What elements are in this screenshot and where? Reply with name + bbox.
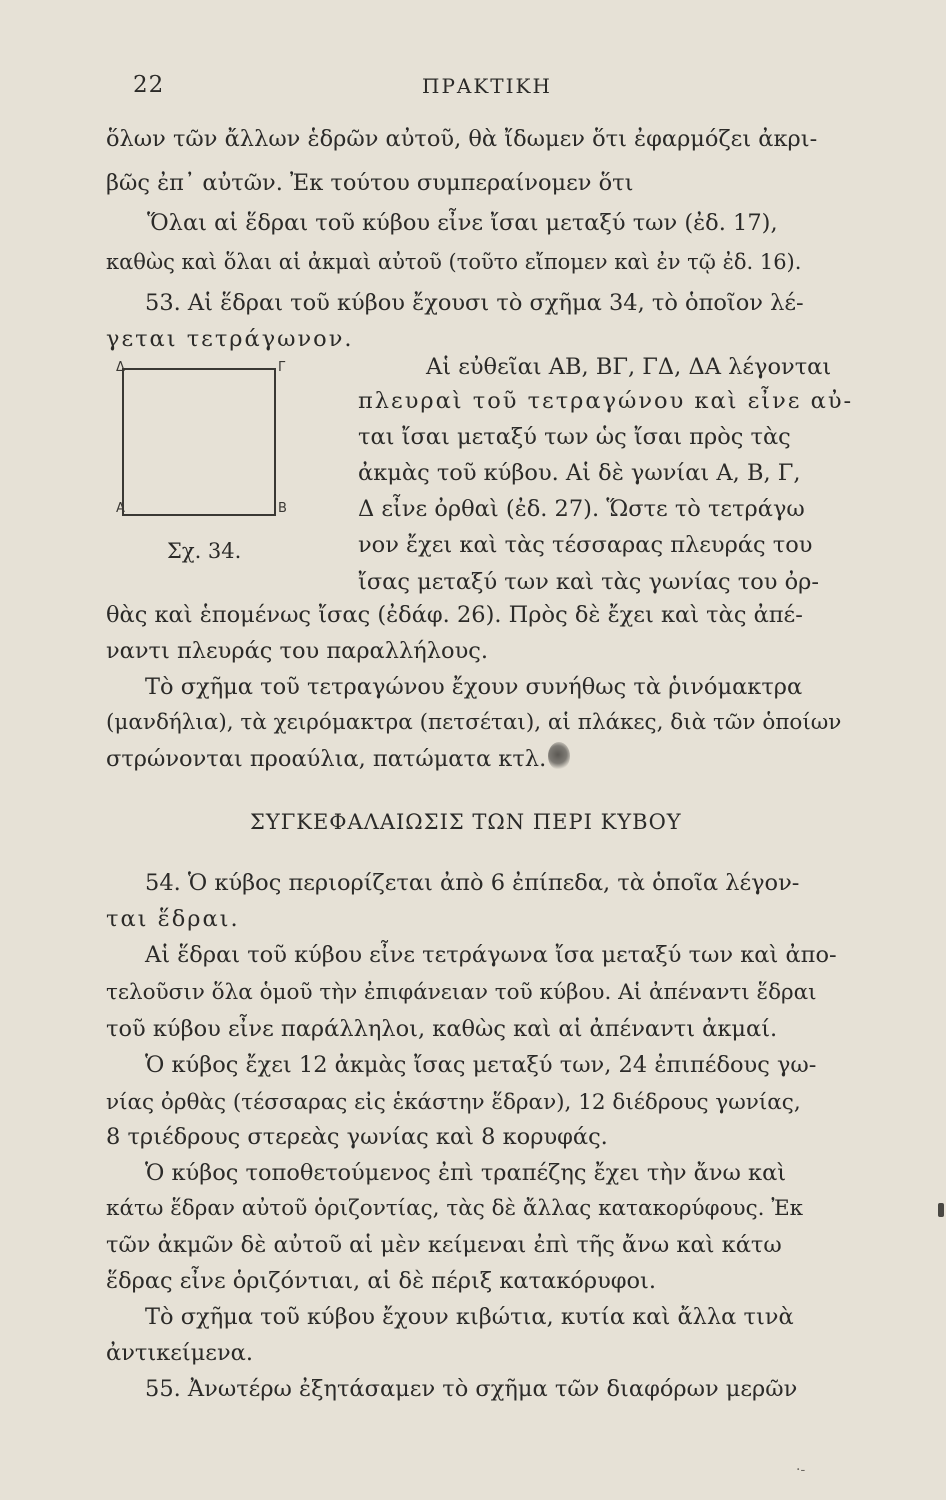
text-line: Τὸ σχῆμα τοῦ κύβου ἔχουν κιβώτια, κυτία καὶ ἄλλα τινὰ <box>145 1304 794 1330</box>
text-line: ται ἴσαι μεταξύ των ὡς ἴσαι πρὸς τὰς <box>358 424 791 450</box>
text-line: Αἱ ἕδραι τοῦ κύβου εἶνε τετράγωνα ἴσα μεταξύ των καὶ ἀπο- <box>145 942 837 968</box>
text-line: νίας ὀρθὰς (τέσσαρας εἰς ἑκάστην ἕδραν), 12 διέδρους γωνίας, <box>106 1090 801 1115</box>
text-line: ἀντικείμενα. <box>106 1340 253 1366</box>
text-line: Τὸ σχῆμα τοῦ τετραγώνου ἔχουν συνήθως τὰ ῥινόμακτρα <box>145 674 803 700</box>
edge-ink-mark <box>938 1203 944 1217</box>
figure-caption: Σχ. 34. <box>167 539 242 563</box>
text-line: ἴσας μεταξύ των καὶ τὰς γωνίας του ὀρ- <box>358 569 819 595</box>
text-line: ἕδρας εἶνε ὁριζόντιαι, αἱ δὲ πέριξ κατακόρυφοι. <box>106 1268 657 1294</box>
text-line: Δ εἶνε ὀρθαὶ (ἐδ. 27). Ὥστε τὸ τετράγω <box>358 496 805 522</box>
text-line: Αἱ εὐθεῖαι ΑΒ, ΒΓ, ΓΔ, ΔΑ λέγονται <box>426 354 832 380</box>
page-number: 22 <box>133 72 165 98</box>
section-heading: ΣΥΓΚΕΦΑΛΑΙΩΣΙΣ ΤΩΝ ΠΕΡΙ ΚΥΒΟΥ <box>250 810 682 834</box>
vertex-label-g: Γ <box>278 360 286 375</box>
text-line-term: γεται τετράγωνον. <box>106 326 354 352</box>
text-line: ὅλων τῶν ἄλλων ἑδρῶν αὐτοῦ, θὰ ἴδωμεν ὅτι ἐφαρμόζει ἀκρι- <box>106 126 818 152</box>
text-line: νον ἔχει καὶ τὰς τέσσαρας πλευράς του <box>358 532 813 558</box>
text-line: τελοῦσιν ὅλα ὁμοῦ τὴν ἐπιφάνειαν τοῦ κύβου. Αἱ ἀπέναντι ἕδραι <box>106 980 817 1005</box>
text-line-term: πλευραὶ τοῦ τετραγώνου καὶ εἶνε αὐ- <box>358 388 854 414</box>
text-line: (μανδήλια), τὰ χειρόμακτρα (πετσέται), αἱ πλάκες, διὰ τῶν ὁποίων <box>106 710 842 735</box>
text-line: τοῦ κύβου εἶνε παράλληλοι, καθὼς καὶ αἱ ἀπέναντι ἀκμαί. <box>106 1016 778 1042</box>
text-line: 55. Ἀνωτέρω ἐξητάσαμεν τὸ σχῆμα τῶν διαφόρων μερῶν <box>145 1376 798 1402</box>
text-line: Ὁ κύβος τοποθετούμενος ἐπὶ τραπέζης ἔχει τὴν ἄνω καὶ <box>145 1160 787 1186</box>
text-line-term: ται ἕδραι. <box>106 906 240 932</box>
vertex-label-a: Α <box>116 501 125 516</box>
text-line: στρώνονται προαύλια, πατώματα κτλ. <box>106 746 547 772</box>
text-line: Ὁ κύβος ἔχει 12 ἀκμὰς ἴσας μεταξύ των, 24 ἐπιπέδους γω- <box>145 1052 817 1078</box>
text-line: βῶς ἐπ᾽ αὐτῶν. Ἐκ τούτου συμπεραίνομεν ὅτι <box>106 170 634 196</box>
text-line: ναντι πλευράς του παραλλήλους. <box>106 638 488 664</box>
text-line: κάτω ἕδραν αὐτοῦ ὁριζοντίας, τὰς δὲ ἄλλας κατακορύφους. Ἐκ <box>106 1196 804 1221</box>
text-line: 8 τριέδρους στερεὰς γωνίας καὶ 8 κορυφάς. <box>106 1124 608 1150</box>
vertex-label-b: Β <box>278 501 287 516</box>
text-line: 53. Αἱ ἕδραι τοῦ κύβου ἔχουσι τὸ σχῆμα 34, τὸ ὁποῖον λέ- <box>145 290 804 316</box>
text-line: ἀκμὰς τοῦ κύβου. Αἱ δὲ γωνίαι Α, Β, Γ, <box>358 460 801 486</box>
vertex-label-d: Δ <box>116 360 125 375</box>
paper-speck: ·‐ <box>796 1462 806 1478</box>
text-line: θὰς καὶ ἑπομένως ἴσας (ἐδάφ. 26). Πρὸς δὲ ἔχει καὶ τὰς ἀπέ- <box>106 602 803 628</box>
ink-smudge <box>548 742 570 770</box>
text-line: 54. Ὁ κύβος περιορίζεται ἀπὸ 6 ἐπίπεδα, τὰ ὁποῖα λέγον- <box>145 870 800 896</box>
text-line: τῶν ἀκμῶν δὲ αὐτοῦ αἱ μὲν κείμεναι ἐπὶ τῆς ἄνω καὶ κάτω <box>106 1232 782 1258</box>
text-line: καθὼς καὶ ὅλαι αἱ ἀκμαὶ αὐτοῦ (τοῦτο εἴπομεν καὶ ἐν τῷ ἐδ. 16). <box>106 250 802 274</box>
square-outline <box>122 368 276 516</box>
text-line: Ὅλαι αἱ ἕδραι τοῦ κύβου εἶνε ἴσαι μεταξύ των (ἐδ. 17), <box>147 210 778 236</box>
running-title: ΠΡΑΚΤΙΚΗ <box>422 74 552 98</box>
